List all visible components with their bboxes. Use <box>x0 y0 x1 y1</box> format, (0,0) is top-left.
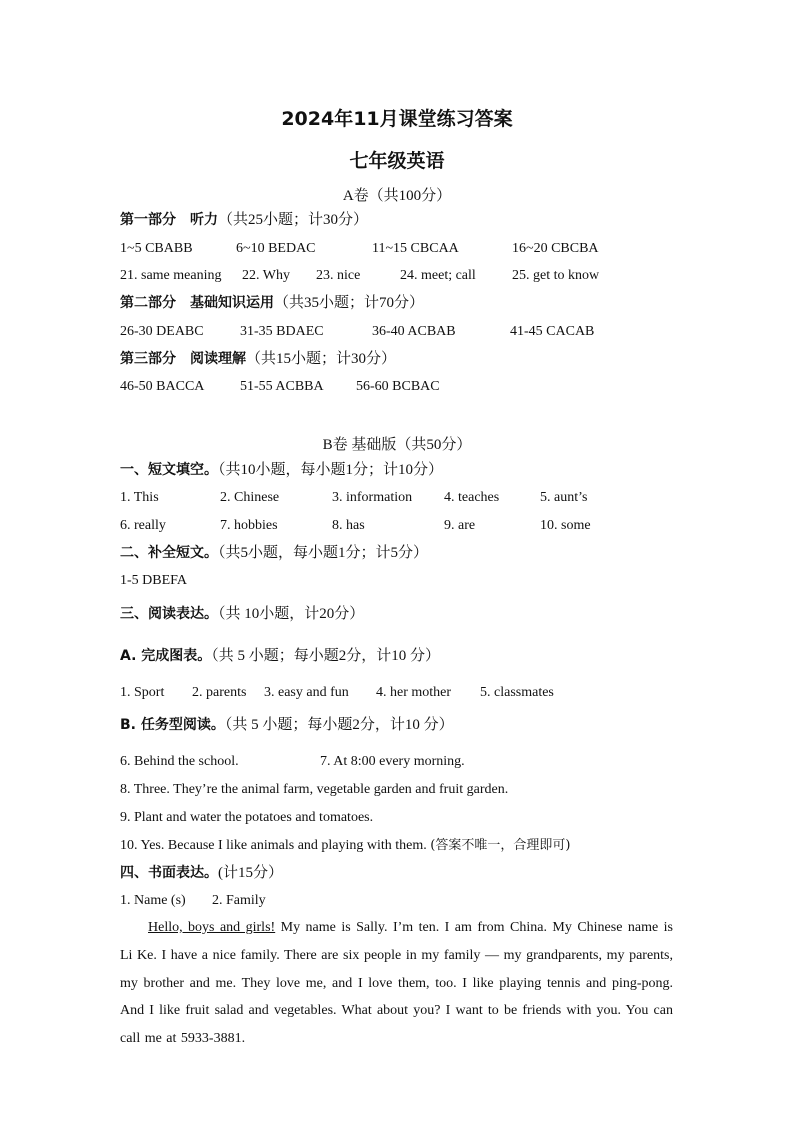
answer-cell: 46-50 BACCA <box>120 379 205 394</box>
sec2-heading-rest: （共5小题，每小题1分；计5分） <box>218 545 429 561</box>
part1-answers-row1 <box>120 240 680 258</box>
answer-9: 9. Plant and water the potatoes and tomatoes. <box>120 810 374 825</box>
answer-10 <box>120 837 570 855</box>
answer-8: 8. Three. They’re the animal farm, vegetable garden and fruit garden. <box>120 782 509 797</box>
volume-a-heading: A卷（共100分） <box>342 188 452 204</box>
part3-heading-rest: （共15小题；计30分） <box>246 351 397 367</box>
sec3b-row-6-7 <box>120 753 680 771</box>
sec3a-heading-bold: A. 完成图表。 <box>120 648 212 664</box>
answer-cell: 8. has <box>332 518 365 533</box>
answer-cell: 5. aunt’s <box>540 490 588 505</box>
sec3a-answers <box>120 684 680 702</box>
answer-cell: 23. nice <box>316 268 361 283</box>
answer-cell: 4. teaches <box>444 490 500 505</box>
part2-heading-bold: 第二部分 基础知识运用 <box>120 295 274 311</box>
point-item: 1. Name (s) <box>120 893 186 908</box>
answer-cell: 1. Sport <box>120 685 165 700</box>
point-item: 2. Family <box>212 893 266 908</box>
answer-cell: 26-30 DEABC <box>120 324 204 339</box>
answer-7: 7. At 8:00 every morning. <box>320 754 465 769</box>
part3-heading-bold: 第三部分 阅读理解 <box>120 351 246 367</box>
part2-heading <box>120 294 424 312</box>
volume-b-heading: B卷 基础版（共50分） <box>322 437 472 453</box>
answer-cell: 3. easy and fun <box>264 685 349 700</box>
answer-cell: 6. really <box>120 518 166 533</box>
sec4-heading-bold: 四、书面表达。 <box>120 865 218 881</box>
sec1-answers-row1 <box>120 489 680 507</box>
sec4-points <box>120 892 680 910</box>
answer-cell: 22. Why <box>242 268 290 283</box>
answer-cell: 41-45 CACAB <box>510 324 595 339</box>
sec3-heading-rest: （共 10小题，计20分） <box>218 606 365 622</box>
essay-paragraph <box>120 914 673 1053</box>
answer-cell: 16~20 CBCBA <box>512 241 599 256</box>
answer-10-note: (答案不唯一，合理即可) <box>430 838 571 853</box>
answer-cell: 4. her mother <box>376 685 452 700</box>
sec3b-heading-bold: B. 任务型阅读。 <box>120 717 225 733</box>
part3-answers-row1 <box>120 378 680 396</box>
sec1-heading-rest: （共10小题，每小题1分；计10分） <box>218 462 444 478</box>
sec4-heading <box>120 864 283 882</box>
essay-body: My name is Sally. I’m ten. I am from China. My Chinese name is Li Ke. I have a nice family. There are six people in my family — my grandparents, my parents, my brother and me. They love me, and I love them, too. I like playing tennis and ping-pong. And I like fruit salad and vegetables. What about you? I want to be friends with you. You can call me at 5933-3881. <box>120 920 673 1047</box>
sec3a-heading <box>120 647 440 665</box>
sec3b-heading <box>120 716 454 734</box>
sec1-heading-bold: 一、短文填空。 <box>120 462 218 478</box>
essay-greeting: Hello, boys and girls! <box>148 920 276 935</box>
answer-cell: 31-35 BDAEC <box>240 324 324 339</box>
answer-cell: 51-55 ACBBA <box>240 379 324 394</box>
sec3b-heading-rest: （共 5 小题；每小题2分，计10 分） <box>224 717 454 733</box>
answer-cell: 1. This <box>120 490 159 505</box>
answer-cell: 9. are <box>444 518 476 533</box>
answer-cell: 21. same meaning <box>120 268 222 283</box>
answer-cell: 11~15 CBCAA <box>372 241 459 256</box>
sec2-heading <box>120 544 428 562</box>
part2-answers-row1 <box>120 323 680 341</box>
answer-cell: 56-60 BCBAC <box>356 379 440 394</box>
sec2-heading-bold: 二、补全短文。 <box>120 545 218 561</box>
sec1-answers-row2 <box>120 517 680 535</box>
sec3-heading-bold: 三、阅读表达。 <box>120 606 218 622</box>
answer-cell: 2. Chinese <box>220 490 280 505</box>
sec2-answer: 1-5 DBEFA <box>120 573 188 588</box>
answer-cell: 1~5 CBABB <box>120 241 193 256</box>
sec3-heading <box>120 605 364 623</box>
answer-10-text: 10. Yes. Because I like animals and playing with them. <box>120 838 427 853</box>
answer-cell: 36-40 ACBAB <box>372 324 456 339</box>
sec3a-heading-rest: （共 5 小题；每小题2分，计10 分） <box>211 648 441 664</box>
answer-cell: 2. parents <box>192 685 247 700</box>
part1-heading-bold: 第一部分 听力 <box>120 212 218 228</box>
part1-answers-row2 <box>120 267 680 285</box>
answer-cell: 3. information <box>332 490 413 505</box>
answer-cell: 10. some <box>540 518 591 533</box>
answer-6: 6. Behind the school. <box>120 754 239 769</box>
sec1-heading <box>120 461 443 479</box>
part3-heading <box>120 350 396 368</box>
answer-cell: 5. classmates <box>480 685 554 700</box>
answer-cell: 25. get to know <box>512 268 600 283</box>
part1-heading <box>120 211 368 229</box>
answer-cell: 24. meet; call <box>400 268 476 283</box>
part2-heading-rest: （共35小题；计70分） <box>274 295 425 311</box>
page-title: 2024年11月课堂练习答案 <box>281 108 513 130</box>
answer-cell: 6~10 BEDAC <box>236 241 316 256</box>
part1-heading-rest: （共25小题；计30分） <box>218 212 369 228</box>
page-subtitle: 七年级英语 <box>349 150 445 172</box>
sec4-heading-rest: (计15分） <box>218 865 283 881</box>
answer-cell: 7. hobbies <box>220 518 278 533</box>
